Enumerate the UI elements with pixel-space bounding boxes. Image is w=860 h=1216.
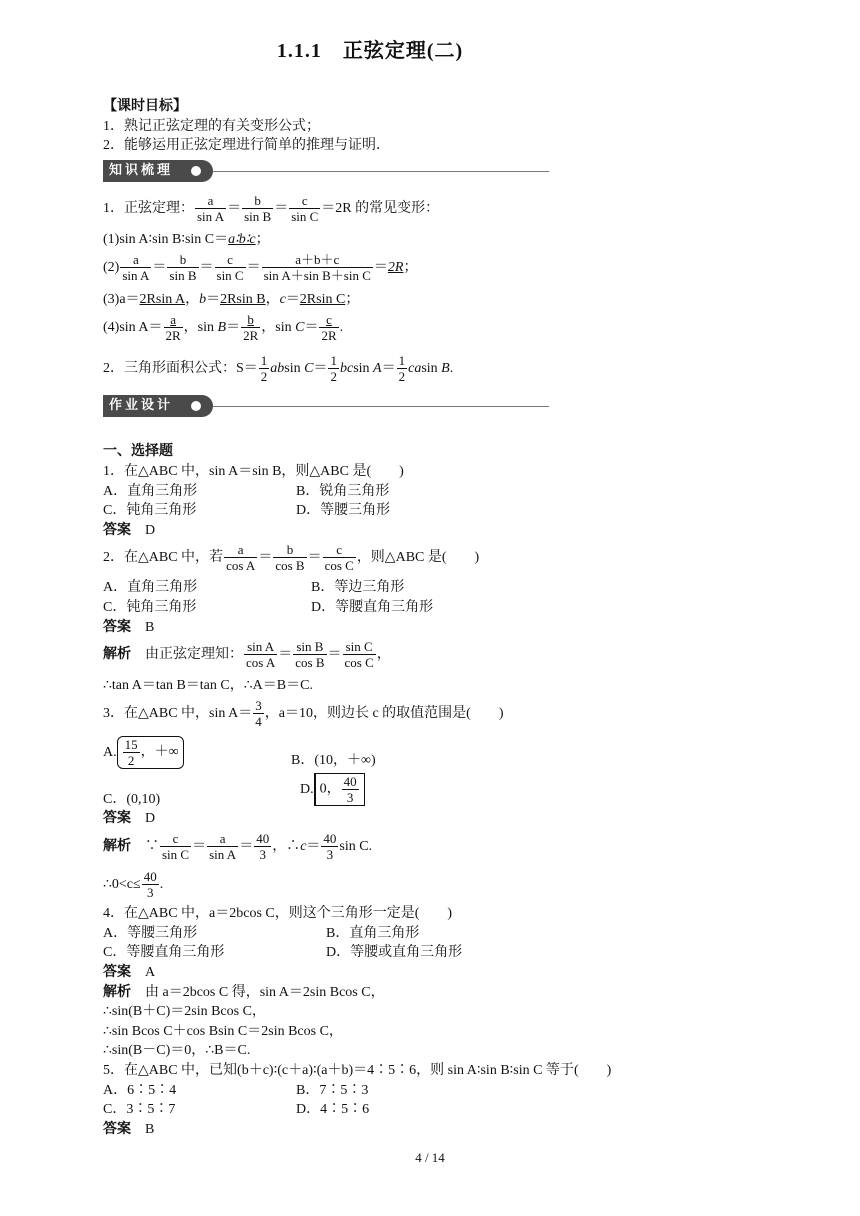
divider [213, 171, 549, 172]
analysis-line: 解析 由 a＝2bcos C 得，sin A＝2sin Bcos C， [103, 985, 385, 1000]
formula-4: (4)sin A＝ $\frac{a}{2R}$ ，sin B＝ $\frac{b}{2R}$ ，sin C＝ $\frac{c}{2R}$ . [103, 312, 344, 344]
page-number: 4 / 14 [415, 1150, 445, 1165]
sine-law-line: 1．正弦定理： $\frac{a}{\text{sin A}}$ ＝ $\frac{b}{\text{sin B}}$ ＝ $\frac{c}{\text{sin C}}$ ＝2R 的常见变形： [103, 193, 440, 225]
option: A．等腰三角形 [103, 926, 198, 941]
option: D．等腰或直角三角形 [326, 945, 463, 960]
bullet-icon [191, 401, 201, 411]
option: D．等腰直角三角形 [311, 600, 434, 615]
option: B．等边三角形 [311, 580, 405, 595]
option: A．6∶5∶4 [103, 1083, 177, 1098]
banner-label: 知识梳理 [103, 160, 213, 182]
question-stem: 2．在△ABC 中，若 $\frac{a}{\text{cos A}}$ ＝ $\frac{b}{\text{cos B}}$ ＝ $\frac{c}{\text{cos C}}$ ，则△ABC 是( ) [103, 542, 480, 574]
question-stem: 4．在△ABC 中，a＝2bcos C，则这个三角形一定是( ) [103, 906, 453, 921]
option: B．7∶5∶3 [296, 1083, 369, 1098]
analysis-line: 解析 ∵ $\frac{c}{\text{sin C}}$ ＝ $\frac{a}{\text{sin A}}$ ＝ $\frac{40}{3}$ ，∴c＝ $\frac{40}{3}$ sin C. [103, 831, 373, 863]
analysis-line: ∴0<c≤ $\frac{40}{3}$ . [103, 869, 164, 901]
option: A．直角三角形 [103, 580, 198, 595]
option: D．4∶5∶6 [296, 1102, 370, 1117]
option: C．(0,10) [103, 792, 161, 807]
option: A．直角三角形 [103, 484, 198, 499]
formula-1: (1)sin A∶sin B∶sin C＝a∶b∶c； [103, 232, 270, 247]
option: D．等腰三角形 [296, 503, 391, 518]
bullet-icon [191, 166, 201, 176]
answer-line: 答案 D [103, 811, 156, 826]
section-heading: 一、选择题 [103, 444, 173, 459]
option: B．锐角三角形 [296, 484, 390, 499]
option: C．钝角三角形 [103, 600, 197, 615]
question-stem: 3．在△ABC 中，sin A＝ $\frac{3}{4}$ ，a＝10，则边长 c 的取值范围是( ) [103, 698, 504, 730]
formula-3: (3)a＝2Rsin A，b＝2Rsin B，c＝2Rsin C； [103, 292, 360, 307]
analysis-line: 解析 由正弦定理知： $\frac{\text{sin A}}{\text{cos A}}$ ＝ $\frac{\text{sin B}}{\text{cos B}}$ ＝ $\frac{\text{sin C}}{\text{cos C}}$ ， [103, 639, 391, 671]
analysis-line: ∴sin Bcos C＋cos Bsin C＝2sin Bcos C， [103, 1024, 343, 1039]
page-title: 1.1.1 正弦定理(二) [276, 40, 464, 62]
question-stem: 1．在△ABC 中，sin A＝sin B，则△ABC 是( ) [103, 464, 404, 479]
option: B．(10，＋∞) [291, 753, 376, 768]
answer-line: 答案 B [103, 620, 155, 635]
objective-item: 1．熟记正弦定理的有关变形公式； [103, 119, 320, 134]
answer-line: 答案 B [103, 1122, 155, 1137]
option: C．3∶5∶7 [103, 1102, 176, 1117]
analysis-line: ∴tan A＝tan B＝tan C，∴A＝B＝C. [103, 678, 313, 693]
option: C．钝角三角形 [103, 503, 197, 518]
question-stem: 5．在△ABC 中，已知(b＋c)∶(c＋a)∶(a＋b)＝4∶5∶6，则 sin A∶sin B∶sin C 等于( ) [103, 1063, 612, 1078]
formula-2: (2) $\frac{a}{\text{sin A}}$ ＝ $\frac{b}{\text{sin B}}$ ＝ $\frac{c}{\text{sin C}}$ ＝ $\frac{a+b+c}{\text{sin A＋sin B＋sin C}}$ ＝2R； [103, 252, 418, 284]
analysis-line: ∴sin(B＋C)＝2sin Bcos C， [103, 1004, 266, 1019]
divider [213, 406, 549, 407]
option: B．直角三角形 [326, 926, 420, 941]
option: C．等腰直角三角形 [103, 945, 225, 960]
option: A. $\frac{15}{2}$ ，＋∞ [103, 736, 184, 770]
banner-label: 作业设计 [103, 395, 213, 417]
option: D. 0， $\frac{40}{3}$ [300, 773, 365, 807]
objectives-heading: 【课时目标】 [103, 99, 187, 114]
answer-line: 答案 D [103, 523, 156, 538]
area-formula: 2．三角形面积公式：S＝ $\frac{1}{2}$ absin C＝ $\frac{1}{2}$ bcsin A＝ $\frac{1}{2}$ casin B. [103, 353, 454, 385]
analysis-line: ∴sin(B－C)＝0，∴B＝C. [103, 1043, 251, 1058]
answer-line: 答案 A [103, 965, 156, 980]
objective-item: 2．能够运用正弦定理进行简单的推理与证明． [103, 138, 390, 153]
